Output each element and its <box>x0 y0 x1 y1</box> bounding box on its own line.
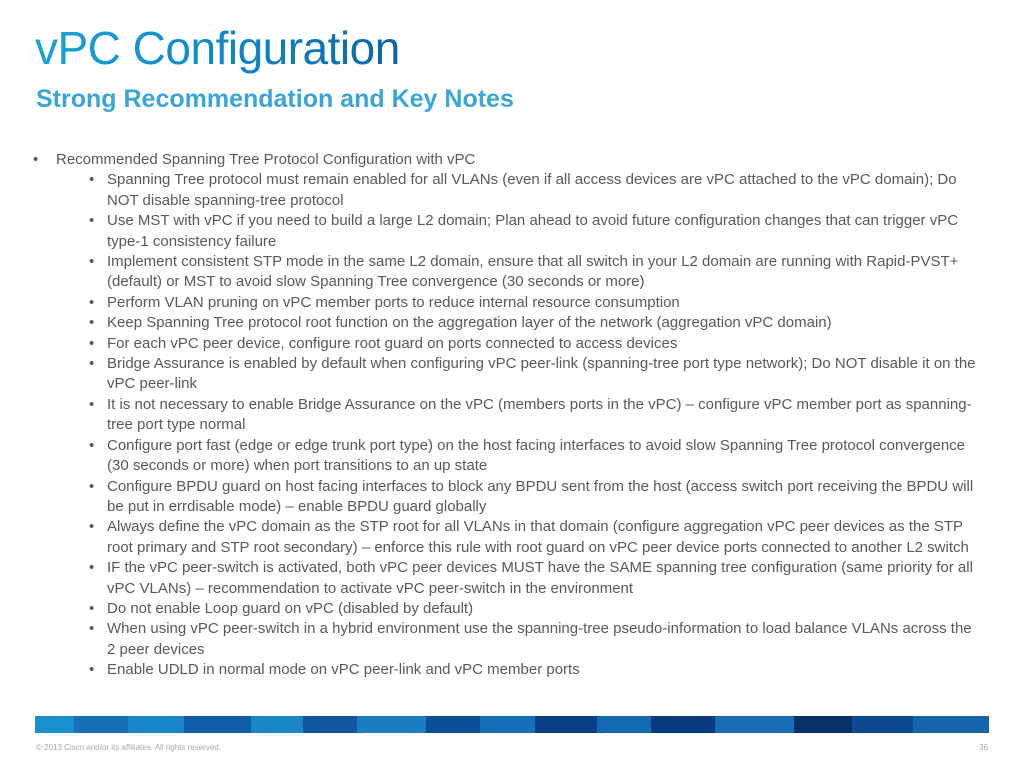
main-bullet <box>30 150 990 170</box>
band-segment <box>852 716 913 733</box>
sub-bullet: • Always define the vPC domain as the STP root for all VLANs in that domain (configure aggregation vPC peer devices as the STP root primary and STP root secondary) – enforce this rule with root guard on vPC peer device ports connected to another L2 switch <box>56 517 977 558</box>
footer-color-band <box>35 716 989 733</box>
sub-bullet: • Configure BPDU guard on host facing interfaces to block any BPDU sent from the host (access switch port receiving the BPDU will be put in errdisable mode) – enable BPDU guard globally <box>56 477 977 518</box>
sub-bullet: • Bridge Assurance is enabled by default when configuring vPC peer-link (spanning-tree port type network); Do NOT disable it on the vPC peer-link <box>56 354 977 395</box>
sub-bullet: • Configure port fast (edge or edge trunk port type) on the host facing interfaces to avoid slow Spanning Tree protocol convergence (30 seconds or more) when port transitions to an up state <box>56 436 977 477</box>
sub-bullet: • It is not necessary to enable Bridge Assurance on the vPC (members ports in the vPC) – configure vPC member port as spanning-tree port type normal <box>56 395 977 436</box>
band-segment <box>794 716 852 733</box>
main-bullet-text: Recommended Spanning Tree Protocol Configuration with vPC <box>56 151 476 168</box>
slide-subtitle: Strong Recommendation and Key Notes <box>36 85 514 113</box>
sub-bullet: • Enable UDLD in normal mode on vPC peer-link and vPC member ports <box>56 660 977 680</box>
slide-content <box>30 150 990 681</box>
sub-bullet: • When using vPC peer-switch in a hybrid environment use the spanning-tree pseudo-information to load balance VLANs across the 2 peer devices <box>56 619 977 660</box>
sub-bullet: • Spanning Tree protocol must remain enabled for all VLANs (even if all access devices are vPC attached to the vPC domain); Do NOT disable spanning-tree protocol <box>56 170 977 211</box>
band-segment <box>597 716 651 733</box>
band-segment <box>35 716 74 733</box>
page-number: 36 <box>979 743 988 752</box>
sub-bullet: • Do not enable Loop guard on vPC (disabled by default) <box>56 599 977 619</box>
slide-title: vPC Configuration <box>35 22 400 74</box>
band-segment <box>74 716 128 733</box>
sub-bullet: • Perform VLAN pruning on vPC member ports to reduce internal resource consumption <box>56 293 977 313</box>
sub-bullet-list <box>30 170 990 680</box>
band-segment <box>426 716 480 733</box>
sub-bullet: • Implement consistent STP mode in the same L2 domain, ensure that all switch in your L2 domain are running with Rapid-PVST+ (default) or MST to avoid slow Spanning Tree convergence (30 seconds or more) <box>56 252 977 293</box>
band-segment <box>913 716 989 733</box>
bullet-list <box>30 150 990 170</box>
copyright-footer: © 2013 Cisco and/or its affiliates. All rights reserved. <box>36 743 221 752</box>
sub-bullet: • IF the vPC peer-switch is activated, both vPC peer devices MUST have the SAME spanning tree configuration (same priority for all vPC VLANs) – recommendation to activate vPC peer-switch in the environment <box>56 558 977 599</box>
band-segment <box>651 716 716 733</box>
band-segment <box>357 716 426 733</box>
band-segment <box>184 716 251 733</box>
band-segment <box>303 716 357 733</box>
band-segment <box>251 716 304 733</box>
sub-bullet: • For each vPC peer device, configure root guard on ports connected to access devices <box>56 334 977 354</box>
band-segment <box>715 716 793 733</box>
sub-bullet: • Keep Spanning Tree protocol root function on the aggregation layer of the network (aggregation vPC domain) <box>56 313 977 333</box>
band-segment <box>480 716 536 733</box>
band-segment <box>128 716 184 733</box>
sub-bullet: • Use MST with vPC if you need to build a large L2 domain; Plan ahead to avoid future configuration changes that can trigger vPC type-1 consistency failure <box>56 211 977 252</box>
band-segment <box>535 716 596 733</box>
